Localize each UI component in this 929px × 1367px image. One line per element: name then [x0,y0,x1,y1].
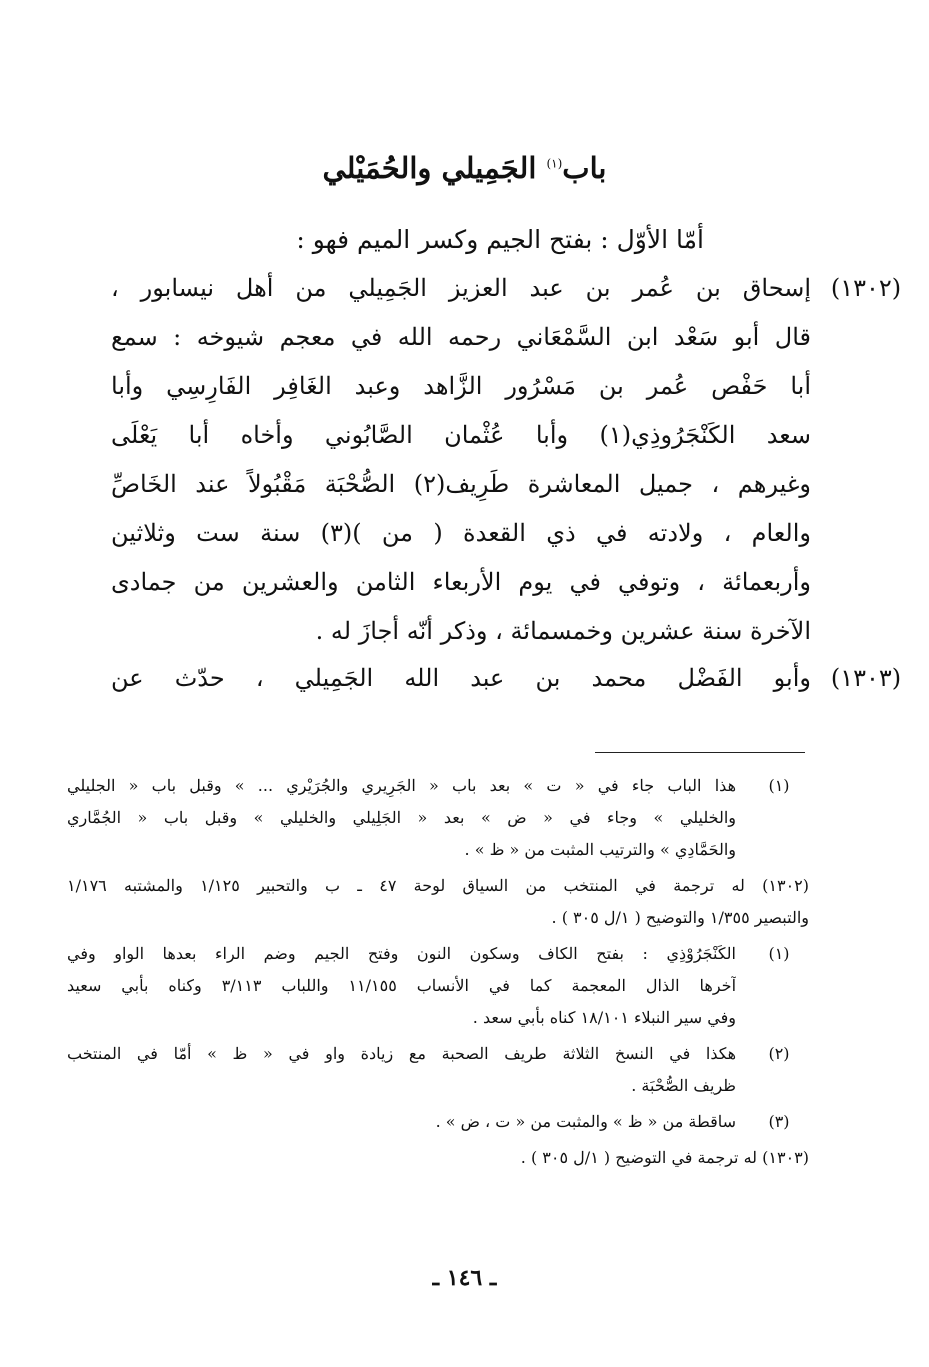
page-number: ـ ١٤٦ ـ [432,1265,497,1291]
footnote-line: والخليلي » وجاء في « ض » بعد « الجَلِيلي والخليلي » وقبل باب « الجُمَّاري [67,808,736,827]
entry-line: وأبو الفَضْل محمد بن عبد الله الجَمِيلي ، حدّث عن [111,664,811,692]
footnote [67,1106,809,1138]
entry-line: سعد الكَنْجَرُوذِي(١) وأبا عُثْمان الصَّابُوني وأخاه أبا يَعْلَى [111,421,811,449]
entry-line: إسحاق بن عُمر بن عبد العزيز الجَمِيلي من أهل نيسابور ، [111,274,811,302]
footnote-line: هذا الباب جاء في « ت » بعد باب « الجَرِيري والجُرَيْري ... » وقبل باب « الجليلي [67,776,736,795]
chapter-title-rest: الجَمِيلي والحُمَيْلي [322,151,547,185]
footnote-line: ظريف الصُّحْبَة . [631,1076,736,1095]
footnote-line: (١٣٠٢) له ترجمة في المنتخب من السياق لوحة ٤٧ ـ ب والتحبير ١/١٢٥ والمشتبه ١/١٧٦ [67,876,809,895]
footnote-line: (١٣٠٣) له ترجمة في التوضيح ( ١/ل ٣٠٥ ) . [520,1148,809,1167]
footnotes [67,770,809,1178]
entry-1302 [111,264,902,656]
footnote-line: الكَنْجَرُوْذِي : بفتح الكاف وسكون النون وفتح الجيم وضم الراء بعدها الواو وفي [67,944,736,963]
footnote-entry-1303 [67,1142,809,1174]
entry-line: أبا حَفْص عُمر بن مَسْرُور الزَّاهد وعبد الغَافِر الفَارِسِي وأبا [111,372,811,400]
footnote-line: ساقطة من « ظ » والمثبت من « ت ، ض » . [435,1112,736,1131]
footnote-divider [595,752,805,753]
footnote [67,1038,809,1102]
footnote-line: وفي سير النبلاء ١٨/١٠١ كناه بأبي سعد . [472,1008,736,1027]
footnote-line: والحَمَّادِي » والترتيب المثبت من « ظ » . [464,840,736,859]
footnote-ref-title: (١) [546,156,563,171]
footnote-number: (١) [768,776,790,795]
chapter-title [0,148,929,188]
chapter-title-word: باب [562,151,607,185]
entry-line: وأربعمائة ، وتوفي في يوم الأربعاء الثامن والعشرين من جمادى [111,568,811,596]
entry-line: والعام ، ولادته في ذي القعدة ( من )(٣) سنة ست وثلاثين [111,519,811,547]
footnote-line: آخرها الذال المعجمة كما في الأنساب ١١/١٥٥ واللباب ٣/١١٣ وكناه بأبي سعيد [67,976,736,995]
footnote-number: (١) [768,944,790,963]
entry-1303 [111,654,902,703]
entry-number: (١٣٠٣) [830,664,902,692]
footnote-number: (٢) [768,1044,790,1063]
entry-line: الآخرة سنة عشرين وخمسمائة ، وذكر أنّه أجازَ له . [315,617,811,645]
intro-line: أمّا الأوّل : بفتح الجيم وكسر الميم فهو : [296,225,704,254]
entry-line: قال أبو سَعْد ابن السَّمْعَاني رحمه الله في معجم شيوخه : سمع [111,323,811,351]
footnote-entry-1302 [67,870,809,934]
entry-line: وغيرهم ، جميل المعاشرة طَرِيف(٢) الصُّحْبَة مَقْبُولاً عند الخَاصِّ [111,470,811,498]
footnote-line: والتبصير ١/٣٥٥ والتوضيح ( ١/ل ٣٠٥ ) . [551,908,809,927]
footnote-number: (٣) [768,1112,790,1131]
footnote [67,770,809,866]
footnote [67,938,809,1034]
footnote-line: هكذا في النسخ الثلاثة طريف الصحبة مع زيادة واو في « ظ » أمّا في المنتخب [67,1044,736,1063]
entry-number: (١٣٠٢) [830,274,902,302]
